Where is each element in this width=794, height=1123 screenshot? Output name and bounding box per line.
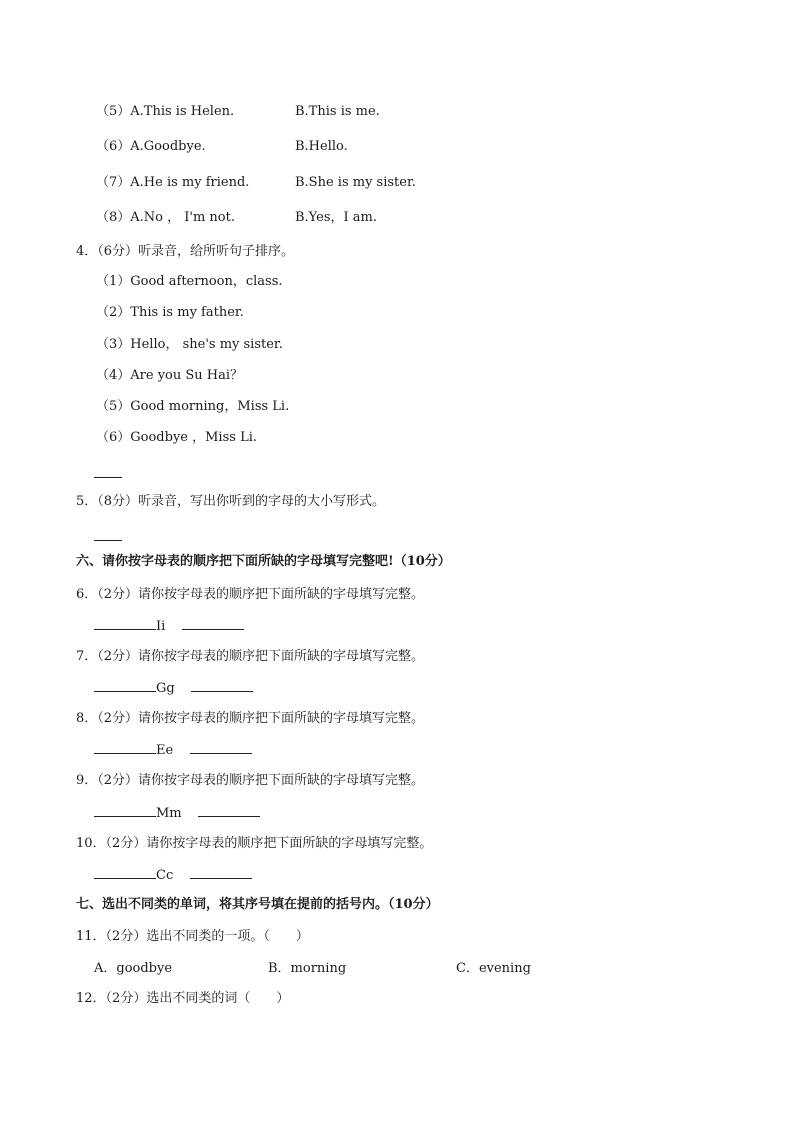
q3-item-7-b: B.She is my sister.	[295, 175, 416, 190]
q10-blanks	[94, 866, 252, 885]
q4-item-5: （5）Good morning，Miss Li.	[96, 399, 290, 414]
q6-blank-left[interactable]	[94, 617, 156, 630]
q3-item-5-a: （5）A.This is Helen.	[96, 104, 235, 119]
q9-blanks	[94, 804, 260, 823]
q3-item-6-a: （6）A.Goodbye.	[96, 139, 206, 154]
q11-stem: 11．（2分）选出不同类的一项。（ ）	[76, 929, 309, 944]
q10-letter: Cc	[156, 868, 174, 883]
q9-blank-right[interactable]	[198, 804, 260, 817]
q6-blank-right[interactable]	[182, 617, 244, 630]
q3-item-8-a: （8）A.No ， I'm not.	[96, 210, 235, 225]
q4-item-3: （3）Hello， she's my sister.	[96, 337, 283, 352]
q8-blank-left[interactable]	[94, 741, 156, 754]
q9-letter: Mm	[156, 806, 182, 821]
q4-item-1: （1）Good afternoon，class.	[96, 274, 283, 289]
q10-blank-right[interactable]	[190, 866, 252, 879]
q3-item-5-b: B.This is me.	[295, 104, 380, 119]
q6-stem: 6．（2分）请你按字母表的顺序把下面所缺的字母填写完整。	[76, 587, 425, 602]
q3-item-8-b: B.Yes，I am.	[295, 210, 377, 225]
q7-letter: Gg	[156, 681, 175, 696]
q8-blank-right[interactable]	[190, 741, 252, 754]
q7-blank-left[interactable]	[94, 679, 156, 692]
q11-option-c[interactable]: C．evening	[456, 961, 531, 976]
q4-item-2: （2）This is my father.	[96, 305, 244, 320]
q3-item-6-b: B.Hello.	[295, 139, 348, 154]
q11-option-b[interactable]: B．morning	[268, 961, 347, 976]
q9-stem: 9．（2分）请你按字母表的顺序把下面所缺的字母填写完整。	[76, 773, 425, 788]
q7-blanks	[94, 679, 253, 698]
q8-letter: Ee	[156, 743, 174, 758]
q4-item-6: （6）Goodbye ，Miss Li.	[96, 430, 257, 445]
q8-stem: 8．（2分）请你按字母表的顺序把下面所缺的字母填写完整。	[76, 711, 425, 726]
section6-heading: 六、请你按字母表的顺序把下面所缺的字母填写完整吧!（10分）	[76, 554, 451, 569]
q8-blanks	[94, 741, 252, 760]
q4-item-4: （4）Are you Su Hai？	[96, 368, 244, 383]
q3-item-7-a: （7）A.He is my friend.	[96, 175, 250, 190]
q7-stem: 7．（2分）请你按字母表的顺序把下面所缺的字母填写完整。	[76, 649, 425, 664]
q11-option-a[interactable]: A．goodbye	[94, 961, 173, 976]
q12-stem: 12．（2分）选出不同类的词（ ）	[76, 991, 290, 1006]
section7-heading: 七、选出不同类的单词，将其序号填在提前的括号内。（10分）	[76, 897, 439, 912]
q4-answer-blank[interactable]	[94, 476, 122, 478]
q6-blanks	[94, 617, 244, 636]
q5-stem: 5．（8分）听录音，写出你听到的字母的大小写形式。	[76, 494, 386, 509]
q5-answer-blank[interactable]	[94, 539, 122, 541]
q4-stem: 4．（6分）听录音，给所听句子排序。	[76, 244, 295, 259]
q9-blank-left[interactable]	[94, 804, 156, 817]
q7-blank-right[interactable]	[191, 679, 253, 692]
q6-letter: Ii	[156, 619, 166, 634]
q10-stem: 10．（2分）请你按字母表的顺序把下面所缺的字母填写完整。	[76, 836, 433, 851]
q10-blank-left[interactable]	[94, 866, 156, 879]
